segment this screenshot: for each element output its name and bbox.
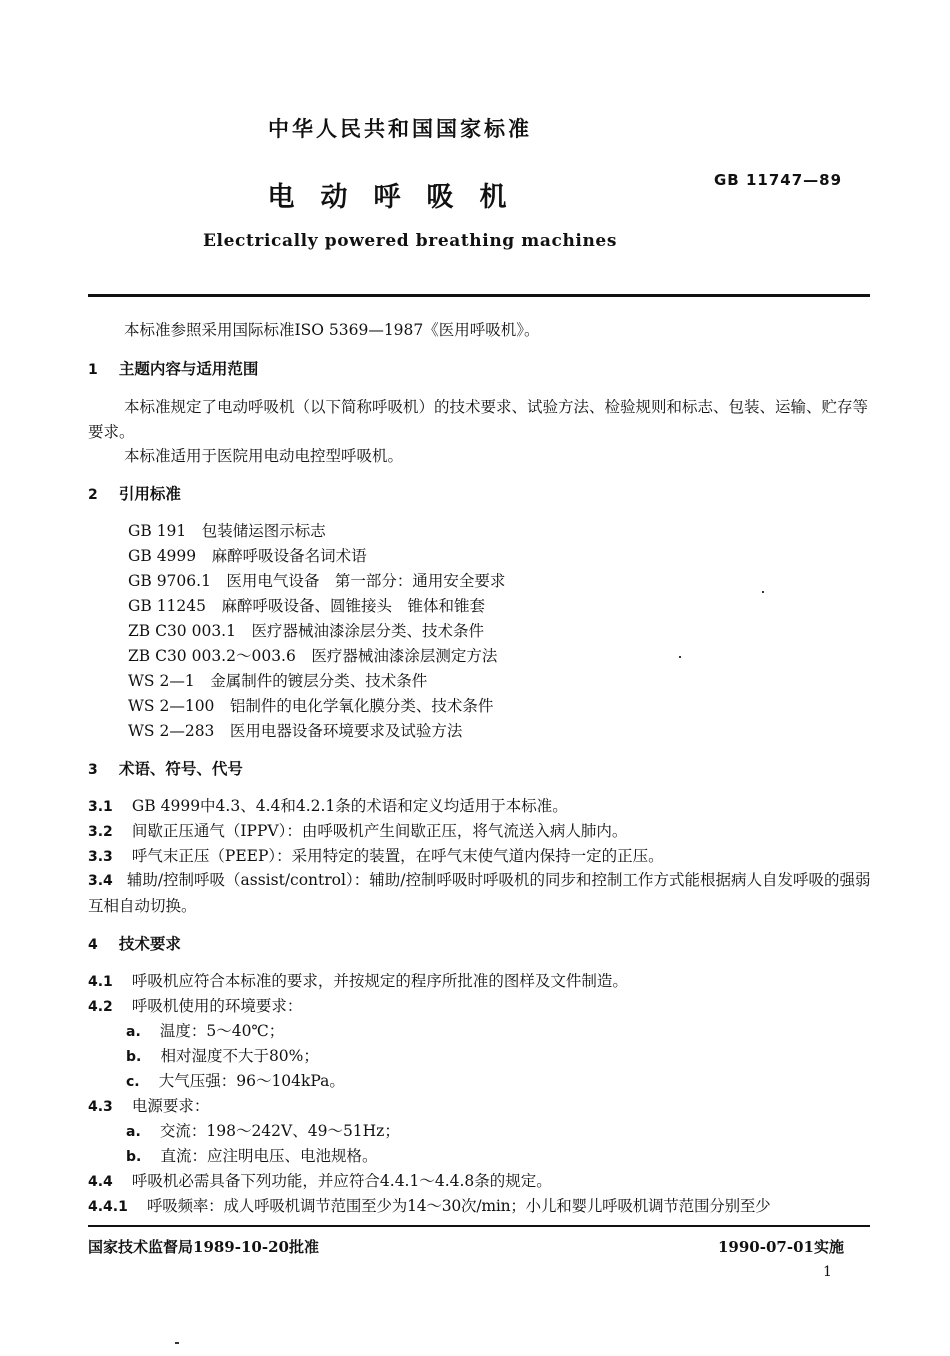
sub-item-text: 大气压强：96～104kPa。	[158, 1072, 345, 1090]
clause-text: GB 4999中4.3、4.4和4.2.1条的术语和定义均适用于本标准。	[131, 797, 568, 815]
reference-item: ZB C30 003.2～003.6 医疗器械油漆涂层测定方法	[128, 647, 498, 665]
sub-item	[126, 1021, 284, 1041]
sub-item-text: 相对湿度不大于80%；	[160, 1047, 319, 1065]
clause-text: 呼吸机必需具备下列功能，并应符合4.4.1～4.4.8条的规定。	[131, 1172, 552, 1190]
clause-number: 4.2	[88, 999, 113, 1015]
sub-item-mark: a.	[126, 1024, 141, 1040]
clause-3-4	[88, 868, 873, 919]
clause-number: 4.4	[88, 1174, 113, 1190]
reference-item: WS 2—100 铝制件的电化学氧化膜分类、技术条件	[128, 697, 494, 715]
english-title: Electrically powered breathing machines	[203, 231, 618, 251]
scan-speck	[679, 656, 681, 658]
clause-number: 3.1	[88, 799, 113, 815]
clause-4-2	[88, 996, 302, 1016]
section-4-heading	[88, 934, 181, 954]
sub-item-text: 温度：5～40℃；	[159, 1022, 285, 1040]
clause-text: 呼吸机应符合本标准的要求，并按规定的程序所批准的图样及文件制造。	[131, 972, 628, 990]
clause-text: 呼气末正压（PEEP）：采用特定的装置，在呼气末使气道内保持一定的正压。	[131, 847, 664, 865]
scan-speck	[762, 591, 764, 593]
clause-text: 辅助/控制呼吸（assist/control）：辅助/控制呼吸时呼吸机的同步和控制工作方式能根据病人自发呼吸的强弱互相自动切换。	[88, 871, 871, 915]
section-title: 引用标准	[118, 484, 181, 503]
clause-number: 3.2	[88, 824, 113, 840]
reference-item: GB 9706.1 医用电气设备 第一部分：通用安全要求	[128, 572, 506, 590]
sub-item-mark: b.	[126, 1149, 142, 1165]
reference-item: ZB C30 003.1 医疗器械油漆涂层分类、技术条件	[128, 622, 484, 640]
section-number: 4	[88, 937, 98, 953]
clause-4-4	[88, 1171, 552, 1191]
section-1-paragraph-1: 本标准规定了电动呼吸机（以下简称呼吸机）的技术要求、试验方法、检验规则和标志、包装、运输、贮存等要求。	[88, 398, 869, 441]
clause-text: 间歇正压通气（IPPV）：由呼吸机产生间歇正压，将气流送入病人肺内。	[131, 822, 628, 840]
sub-item-text: 直流：应注明电压、电池规格。	[160, 1147, 378, 1165]
sub-item-mark: a.	[126, 1124, 141, 1140]
section-number: 1	[88, 362, 98, 378]
standard-number: GB 11747—89	[714, 171, 843, 189]
clause-3-3	[88, 846, 664, 866]
effective-date: 1990-07-01实施	[718, 1238, 844, 1256]
reference-item: WS 2—1 金属制件的镀层分类、技术条件	[128, 672, 428, 690]
clause-4-4-1	[88, 1196, 770, 1216]
section-3-heading	[88, 759, 243, 779]
section-title: 技术要求	[118, 934, 181, 953]
clause-text: 呼吸机使用的环境要求：	[131, 997, 303, 1015]
section-1-paragraph-2: 本标准适用于医院用电动电控型呼吸机。	[124, 447, 404, 465]
clause-4-3	[88, 1096, 209, 1116]
clause-4-1	[88, 971, 628, 991]
sub-item-text: 交流：198～242V、49～51Hz；	[159, 1122, 400, 1140]
approval-note: 国家技术监督局1989-10-20批准	[88, 1238, 319, 1256]
scan-speck	[175, 1342, 179, 1344]
clause-text: 呼吸频率：成人呼吸机调节范围至少为14～30次/min；小儿和婴儿呼吸机调节范围分别至少	[146, 1197, 771, 1215]
clause-3-2	[88, 821, 627, 841]
clause-number: 4.4.1	[88, 1199, 128, 1215]
sub-item	[126, 1071, 345, 1091]
document-title: 电动呼吸机	[267, 182, 533, 213]
section-number: 3	[88, 762, 98, 778]
clause-number: 3.4	[88, 873, 113, 889]
header-divider	[88, 294, 870, 297]
reference-item: WS 2—283 医用电器设备环境要求及试验方法	[128, 722, 463, 740]
sub-item-mark: b.	[126, 1049, 142, 1065]
intro-text: 本标准参照采用国际标准ISO 5369—1987《医用呼吸机》。	[124, 321, 540, 339]
footer-divider	[88, 1225, 870, 1227]
section-2-heading	[88, 484, 181, 504]
section-title: 术语、符号、代号	[118, 759, 243, 778]
reference-item: GB 4999 麻醉呼吸设备名词术语	[128, 547, 367, 565]
reference-item: GB 191 包装储运图示标志	[128, 522, 326, 540]
section-title: 主题内容与适用范围	[118, 359, 259, 378]
clause-number: 4.3	[88, 1099, 113, 1115]
national-standard-heading: 中华人民共和国国家标准	[268, 116, 532, 141]
sub-item	[126, 1046, 319, 1066]
sub-item	[126, 1146, 377, 1166]
clause-number: 3.3	[88, 849, 113, 865]
clause-text: 电源要求：	[131, 1097, 210, 1115]
page-number: 1	[823, 1264, 832, 1280]
clause-3-1	[88, 796, 568, 816]
clause-number: 4.1	[88, 974, 113, 990]
reference-item: GB 11245 麻醉呼吸设备、圆锥接头 锥体和锥套	[128, 597, 486, 615]
section-1-heading	[88, 359, 258, 379]
sub-item-mark: c.	[126, 1074, 140, 1090]
sub-item	[126, 1121, 400, 1141]
section-number: 2	[88, 487, 98, 503]
